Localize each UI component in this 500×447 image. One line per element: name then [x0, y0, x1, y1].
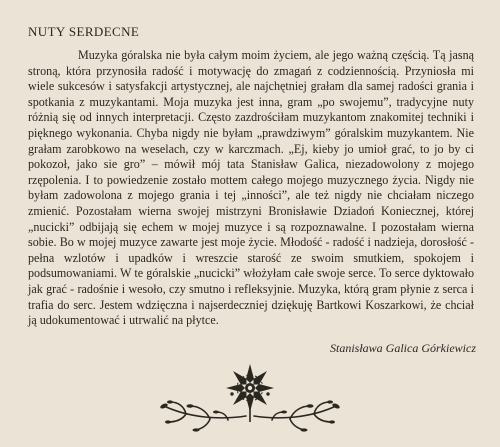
body-paragraph: Muzyka góralska nie była całym moim życiem, ale jego ważną częścią. Tą jasną stroną, która przynosiła radość i motywację do zmagań z codziennością. Przyniosła mi wiele sukcesów i satysfakcji artystycznej, ale najchętniej grałam dla samej radości grania i spotkania z muzykantami. Moja muzyka jest inna, gram „po swojemu”, tradycyjne nuty różnią się od innych interpretacji. Często zazdrościłam muzykantom znakomitej techniki i pięknego wykonania. Chyba nigdy nie byłam „prawdziwym” góralskim muzykantem. Nie grałam zarobkowo na weselach, czy w karczmach. „Ej, kieby jo umioł grać, to jo by ci pokozoł, jako sie gro” – mówił mój tata Stanisław Galica, niezadowolony z mojego rzępolenia. I to powiedzenie zostało mottem całego mojego muzycznego życia. Nigdy nie byłam zadowolona z mojego grania i tej „inności”, ale też nigdy nie chciałam niczego zmienić. Pozostałam wierna swojej mistrzyni Bronisławie Dziadoń Koniecznej, której „nucicki” odbijają się echem w mojej muzyce i są rozpoznawalne. I pozostałam wierna sobie. Bo w mojej muzyce zawarte jest moje życie. Młodość - radość i nadzieja, dorosłość - pełna wzlotów i upadków i wreszcie starość ze swoim smutkiem, spokojem i podsumowaniami. W te góralskie „nucicki” włożyłam całe swoje serce. To serce dyktowało jak grać - radośnie i wesoło, czy smutno i refleksyjnie. Muzyka, którą gram płynie z serca i trafia do serc. Jestem wdzięczna i najserdeczniej dziękuję Bartkowi Koszarkowi, że chciał ją udokumentować i utrwalić na płytce.: [28, 48, 474, 328]
floral-folk-ornament-icon: [150, 360, 350, 432]
author-signature: Stanisława Galica Górkiewicz: [330, 341, 476, 355]
body-text: [28, 48, 474, 329]
page-title: NUTY SERDECNE: [28, 24, 140, 39]
